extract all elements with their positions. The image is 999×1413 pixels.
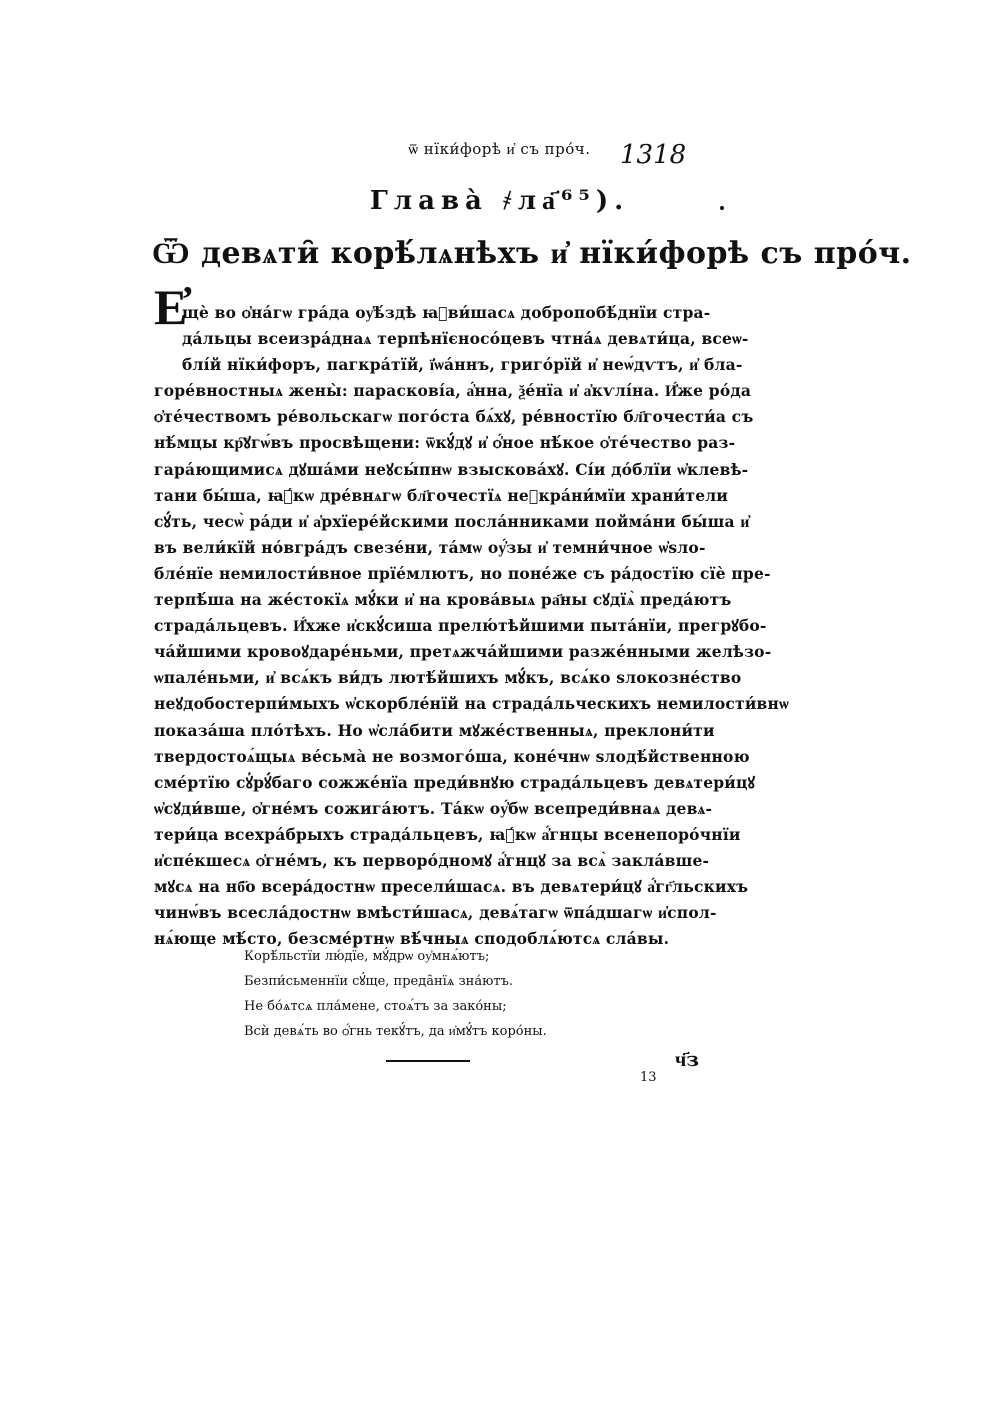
body-paragraph — [154, 300, 789, 952]
verse-line: Всѝ девѧ́ть во ѻ҆́гнь текꙋ́тъ, да и҆мꙋ́тъ коро́ны. — [244, 1024, 547, 1039]
body-line: щѐ во ѻ҆на́гѡ гра́да оу҆ѣ́здѣ ꙗ҆ви́шасѧ добропобѣ́днїи стра- — [182, 303, 711, 322]
body-line: терпѣ́ша на же́стокїѧ мꙋ́ки и҆ на крова́выѧ ра҃ны сꙋдїѧ̀ преда́ютъ — [154, 590, 732, 610]
page-number: 13 — [640, 1070, 657, 1085]
body-line: твердостоѧ́щыѧ ве́сьма̀ не возмого́ша, коне́чнѡ ѕлодѣ́йственною — [154, 746, 750, 766]
verse-line: Безпи́сьменнїи сꙋ́ще, преда̑нїѧ зна́ютъ. — [244, 974, 514, 989]
body-line: сꙋ́ть, чесѡ̀ ра́ди и҆ а҆рхїере́йскими посла́нниками пойма́ни бы́ша и҆ — [154, 511, 750, 531]
separator-rule — [386, 1060, 470, 1062]
body-line: ѻ҆те́чествомъ ре́вольскагѡ пого́ста бѧ́хꙋ, ре́вностїю бл҃гочести́а съ — [154, 407, 754, 427]
running-head: ѿ нїки́форѣ и҆ съ про́ч. — [408, 140, 591, 158]
handwritten-folio-number: 1318 — [620, 140, 687, 170]
body-line: тери́ца всехра́брыхъ страда́льцевъ, ꙗ҆́кѡ а҆́гнцы всенепоро́чнїи — [154, 824, 741, 844]
body-line: неꙋдобостерпи́мыхъ ѡ҆скорбле́нїй на страда́льческихъ немилости́внѡ — [154, 694, 789, 714]
verse-block — [244, 944, 664, 1044]
verse-line: Корѣ́льстїи лю́дїе, мꙋ́дрѡ оу҆мнѧ́ютъ; — [244, 949, 490, 964]
body-line: и҆спе́кшесѧ ѻ҆гне́мъ, къ перворо́дномꙋ а҆́гнцꙋ за всѧ̀ закла́вше- — [154, 850, 710, 870]
body-line: тани бы́ша, ꙗ҆́кѡ дре́внѧгѡ бл҃гочестїѧ неꙋкра́ни́мїи храни́тели — [154, 485, 729, 505]
body-line: бле́нїе немилости́вное прїе́млютъ, но поне́же съ ра́достїю сїѐ пре- — [154, 563, 771, 583]
body-line: нѣ́мцы кр҇ꙋгѡ́въ просвѣщени: ѿкꙋ́дꙋ и҆ ѻ҆́ное нѣ́кое ѻ҆те́чество раз- — [154, 433, 736, 453]
drop-initial: Е҆ — [154, 277, 188, 336]
verse-line: Не бо́ѧтсѧ пла́мене, стоѧ́тъ за зако́ны; — [244, 999, 507, 1014]
body-line: ѡ҆сꙋди́вше, ѻ҆гне́мъ сожига́ютъ. Та́кѡ оу҆́бѡ всепреди́внаѧ девѧ- — [154, 798, 713, 818]
chapter-title: Ѿ девѧти̑ корѣ́лѧнѣхъ и҆ нїки́форѣ съ про́ч. — [152, 236, 912, 271]
body-line: блі́й нїки́форъ, пагкра́тїй, ї҆ѡа́ннъ, григо́рїй и҆ неѡ́дѵтъ, и҆ бла- — [182, 355, 743, 375]
body-line: страда́льцевъ. И҆́хже и҆скꙋ́сиша прелю́тѣйшими пыта́нїи, прегрꙋбо- — [154, 616, 767, 636]
body-line: показа́ша пло́тѣхъ. Но ѡ҆сла́бити мꙋже́ственныѧ, преклони́ти — [154, 720, 715, 740]
body-line: въ вели́кїй но́вгра́дъ свезе́ни, та́мѡ оу҆́зы и҆ темни́чное ѡ҆ѕло- — [154, 537, 706, 557]
body-line: чинѡ́въ всесла́достнѡ вмѣсти́шасѧ, девѧ́тагѡ ѿпа́дшагѡ и҆спол- — [154, 903, 717, 923]
chapter-heading: Глава̀ ҂ла҃⁶⁵). — [369, 186, 630, 216]
body-line: мꙋсѧ на нб҃о всера́достнѡ пресели́шасѧ. въ девѧтери́цꙋ а҆́гг҃льскихъ — [154, 877, 749, 897]
body-line: ѡпале́ньми, и҆ всѧ́къ ви́дъ лютѣ́йшихъ мꙋ́къ, всѧ́ко ѕлокозне́ство — [154, 668, 742, 688]
body-line: горе́вностныѧ жены̀: параскові́а, а҆́нна, ѯе́нїа и҆ а҆кѵлі́на. И҆́же ро́да — [154, 381, 752, 401]
body-line: сме́ртїю сꙋ҆рꙋ́баго сожже́нїа преди́внꙋю страда́льцевъ девѧтери́цꙋ — [154, 772, 756, 792]
body-line: да́льцы всеизра́днаѧ терпѣнїєносо́цевъ чтна́ѧ девѧти́ца, всеѡ- — [182, 329, 749, 349]
signature-mark: ч҃з — [675, 1047, 700, 1071]
body-line: нѧ́юще мѣ́сто, безсме́ртнѡ вѣ́чныѧ сподоблѧ́ютсѧ сла́вы. — [154, 929, 670, 949]
body-line: гара́ющимисѧ дꙋша́ми неꙋсы́пнѡ взыскова́хꙋ. Сі́и до́блїи ѡ҆клевѣ- — [154, 459, 749, 479]
body-line: ча́йшими кровоꙋдаре́ньми, претѧжча́йшими разже́нными желѣзо- — [154, 642, 772, 662]
